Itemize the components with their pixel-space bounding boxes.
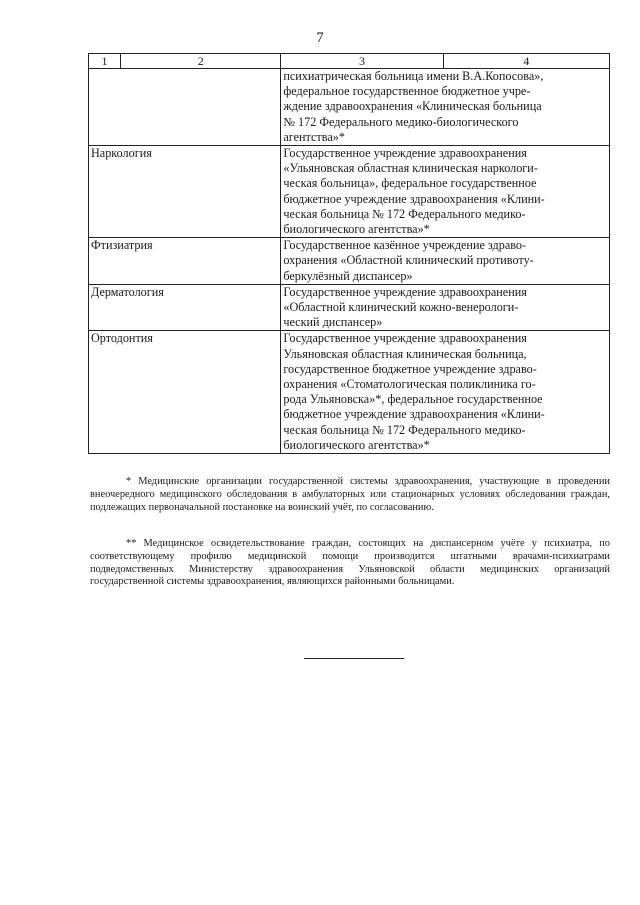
column-header: 3 bbox=[281, 54, 443, 69]
category-cell: Наркология bbox=[89, 146, 281, 238]
institution-cell: Государственное учреждение здравоохранения «Ульяновская областная клиническая наркологи- ческая больница», федеральное государственное бюджетное учреждение здравоохранения «Клини- ческая больница № 172 Федерального медико- биологического агентства»* bbox=[281, 146, 610, 238]
institution-cell: Государственное учреждение здравоохранения Ульяновская областная клиническая больница, государственное бюджетное учреждение здраво- охранения «Стоматологическая поликлиника го- рода Ульяновска»*, федеральное государственное бюджетное учреждение здравоохранения «Клини- ческая больница № 172 Федерального медико- биологического агентства»* bbox=[281, 331, 610, 454]
table-row bbox=[89, 146, 610, 238]
page-number: 7 bbox=[316, 30, 324, 46]
category-cell: Дерматология bbox=[89, 284, 281, 331]
footnote-2: ** Медицинское освидетельствование граждан, состоящих на диспансерном учёте у психиатра, по соответствующему профилю медицинской помощи производится штатными врачами-психиатрами подведомственных Министерству здравоохранения Ульяновской области медицинских организаций государственной системы здравоохранения, являющихся районными больницами. bbox=[90, 538, 610, 588]
category-cell: Ортодонтия bbox=[89, 331, 281, 454]
column-header: 1 bbox=[89, 54, 121, 69]
table-row bbox=[89, 284, 610, 331]
table-row bbox=[89, 331, 610, 454]
category-cell: Фтизиатрия bbox=[89, 238, 281, 285]
category-cell bbox=[89, 69, 281, 146]
institutions-table bbox=[88, 53, 610, 454]
institution-cell: Государственное казённое учреждение здраво- охранения «Областной клинический противоту- беркулёзный диспансер» bbox=[281, 238, 610, 285]
column-header: 2 bbox=[121, 54, 281, 69]
institution-cell: психиатрическая больница имени В.А.Копосова», федеральное государственное бюджетное учре- ждение здравоохранения «Клиническая больница № 172 Федерального медико-биологического агентства»* bbox=[281, 69, 610, 146]
end-divider bbox=[304, 658, 404, 659]
column-header: 4 bbox=[443, 54, 609, 69]
footnote-1: * Медицинские организации государственной системы здравоохранения, участвующие в проведении внеочередного медицинского обследования в амбулаторных или стационарных условиях обследования граждан, подлежащих первоначальной постановке на воинский учёт, по согласованию. bbox=[90, 476, 610, 513]
table-row bbox=[89, 238, 610, 285]
table-header-row bbox=[89, 54, 610, 69]
institution-cell: Государственное учреждение здравоохранения «Областной клинический кожно-венерологи- ческий диспансер» bbox=[281, 284, 610, 331]
table-row bbox=[89, 69, 610, 146]
